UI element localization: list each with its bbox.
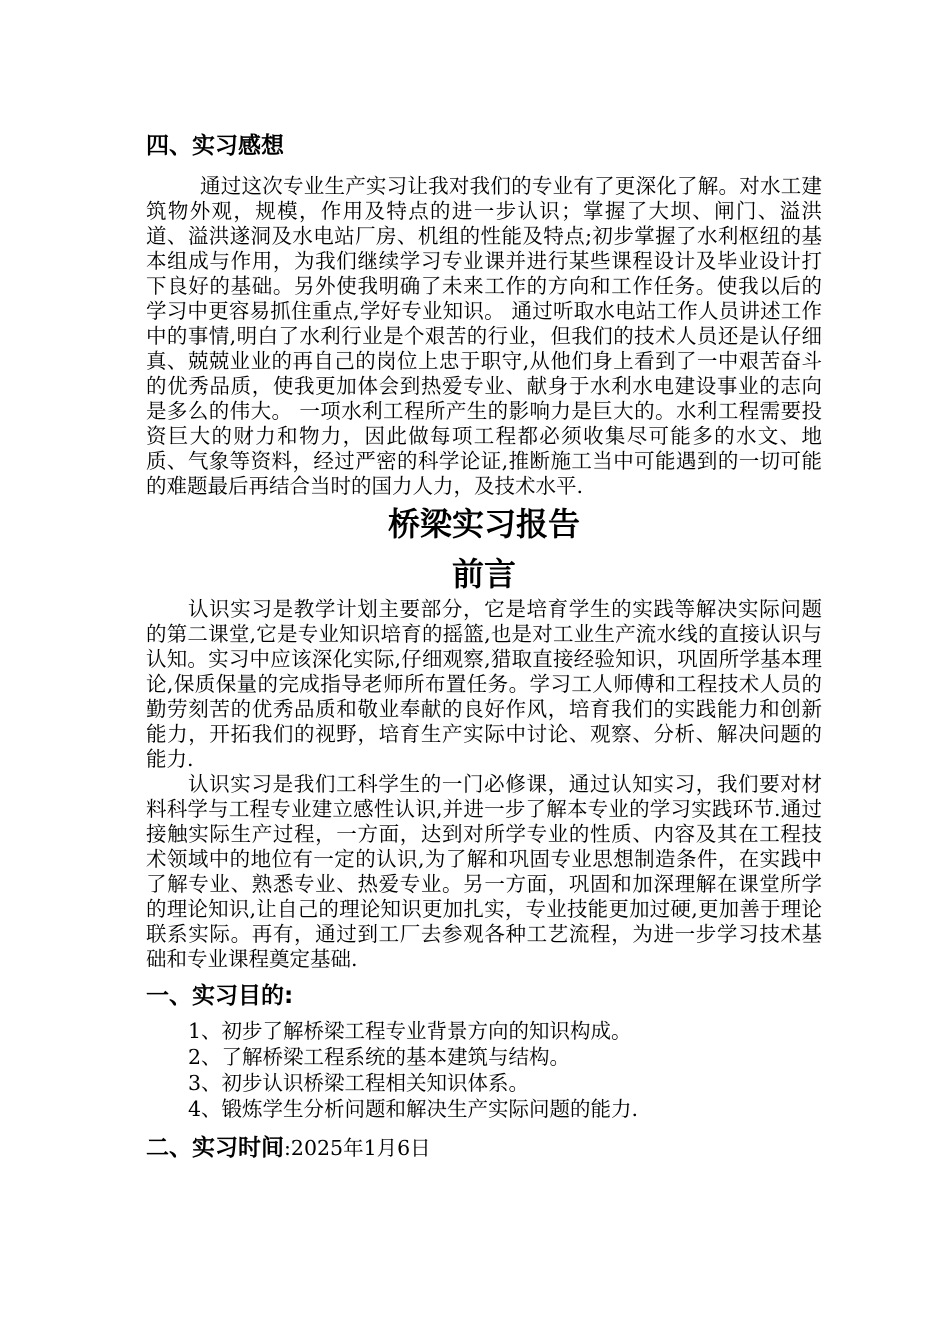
list-item: 2、了解桥梁工程系统的基本建筑与结构。 bbox=[188, 1045, 571, 1069]
section-heading-objectives: 一、实习目的: bbox=[146, 983, 294, 1009]
time-heading-label: 二、实习时间 bbox=[146, 1135, 284, 1161]
reflections-paragraph: 通过这次专业生产实习让我对我们的专业有了更深化了解。对水工建筑物外观，规模，作用及特点的进一步认识；掌握了大坝、闸门、溢洪道、溢洪遂洞及水电站厂房、机组的性能及特点;初步掌握了水利枢纽的基本组成与作用，为我们继续学习专业课并进行某些课程设计及毕业设计打下良好的基础。另外使我明确了未来工作的方向和工作任务。使我以后的学习中更容易抓住重点,学好专业知识。 通过听取水电站工作人员讲述工作中的事情,明白了水利行业是个艰苦的行业，但我们的技术人员还是认仔细真、兢兢业业的再自己的岗位上忠于职守,从他们身上看到了一中艰苦奋斗的优秀品质，使我更加体会到热爱专业、献身于水利水电建设事业的志向是多么的伟大。 一项水利工程所产生的影响力是巨大的。水利工程需要投资巨大的财力和物力，因此做每项工程都必须收集尽可能多的水文、地质、气象等资料，经过严密的科学论证,推断施工当中可能遇到的一切可能的难题最后再结合当时的国力人力，及技术水平. bbox=[146, 174, 822, 498]
list-item: 4、锻炼学生分析问题和解决生产实际问题的能力. bbox=[188, 1097, 639, 1121]
time-value: :2025年1月6日 bbox=[284, 1136, 431, 1160]
report-title: 桥梁实习报告 bbox=[387, 505, 580, 543]
section-heading-reflections: 四、实习感想 bbox=[146, 133, 284, 159]
preface-paragraph-1: 认识实习是教学计划主要部分，它是培育学生的实践等解决实际问题的第二课堂,它是专业知识培育的摇篮,也是对工业生产流水线的直接认识与认知。实习中应该深化实际,仔细观察,猎取直接经验知识，巩固所学基本理论,保质保量的完成指导老师所布置任务。学习工人师傅和工程技术人员的勤劳刻苦的优秀品质和敬业奉献的良好作风，培育我们的实践能力和创新能力，开拓我们的视野，培育生产实际中讨论、观察、分析、解决问题的能力. bbox=[146, 597, 822, 771]
document-page bbox=[146, 130, 822, 1164]
section-heading-time bbox=[146, 1132, 822, 1164]
list-item: 3、初步认识桥梁工程相关知识体系。 bbox=[188, 1071, 530, 1095]
list-item: 1、初步了解桥梁工程专业背景方向的知识构成。 bbox=[188, 1019, 632, 1043]
report-subtitle: 前言 bbox=[451, 555, 516, 593]
objectives-list bbox=[146, 1018, 822, 1122]
preface-paragraph-2: 认识实习是我们工科学生的一门必修课，通过认知实习，我们要对材料科学与工程专业建立感性认识,并进一步了解本专业的学习实践环节.通过接触实际生产过程，一方面，达到对所学专业的性质、内容及其在工程技术领域中的地位有一定的认识,为了解和巩固专业思想制造条件，在实践中了解专业、熟悉专业、热爱专业。另一方面，巩固和加深理解在课堂所学的理论知识,让自己的理论知识更加扎实，专业技能更加过硬,更加善于理论联系实际。再有，通过到工厂去参观各种工艺流程，为进一步学习技术基础和专业课程奠定基础. bbox=[146, 772, 822, 971]
